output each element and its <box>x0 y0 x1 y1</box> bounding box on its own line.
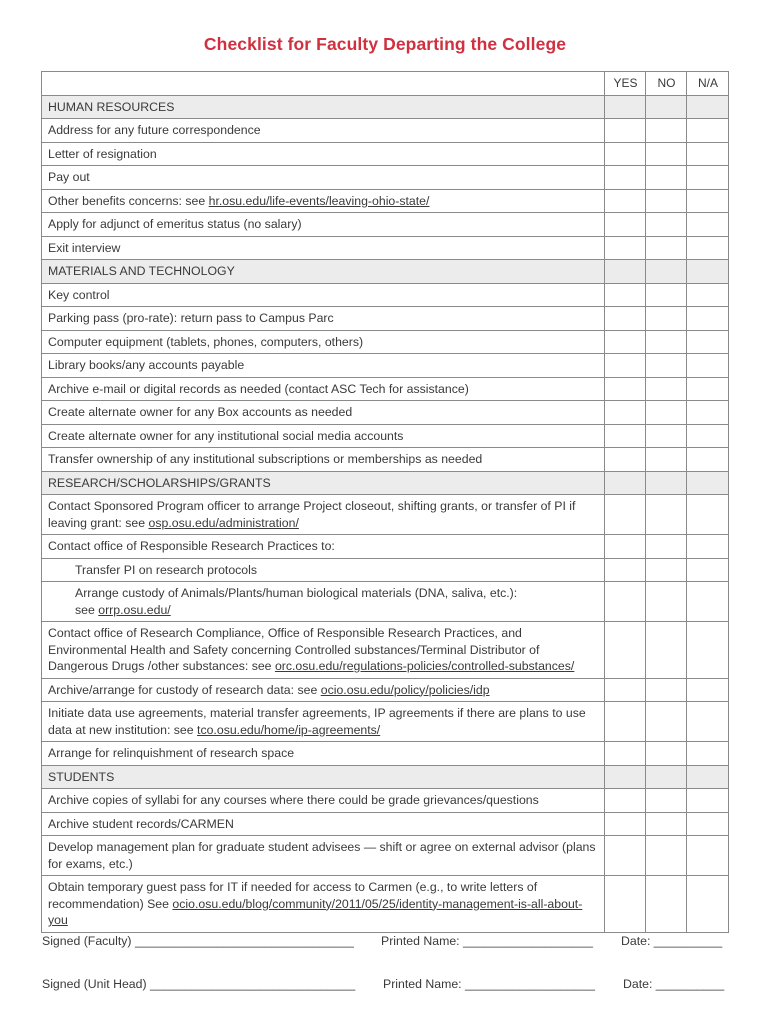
na-cell[interactable] <box>687 307 729 331</box>
item-label <box>42 189 605 213</box>
yes-cell[interactable] <box>605 307 646 331</box>
orc-link[interactable]: orc.osu.edu/regulations-policies/controlled-substances/ <box>274 659 575 673</box>
na-cell[interactable] <box>687 836 729 876</box>
item-label: Archive copies of syllabi for any courses where there could be grade grievances/questions <box>42 789 605 813</box>
table-row <box>42 401 729 425</box>
no-cell[interactable] <box>646 495 687 535</box>
yes-cell[interactable] <box>605 678 646 702</box>
no-cell[interactable] <box>646 742 687 766</box>
table-row <box>42 622 729 679</box>
header-blank <box>42 72 605 96</box>
no-cell[interactable] <box>646 236 687 260</box>
na-cell[interactable] <box>687 95 729 119</box>
na-cell[interactable] <box>687 582 729 622</box>
item-label: Exit interview <box>42 236 605 260</box>
table-row <box>42 142 729 166</box>
table-row <box>42 495 729 535</box>
tco-link[interactable]: tco.osu.edu/home/ip-agreements/ <box>197 722 381 737</box>
faculty-printed-name[interactable]: Printed Name: ___________________ <box>381 934 593 948</box>
na-cell[interactable] <box>687 471 729 495</box>
item-label <box>42 702 605 742</box>
item-label: Address for any future correspondence <box>42 119 605 143</box>
na-cell[interactable] <box>687 424 729 448</box>
table-row <box>42 377 729 401</box>
table-row <box>42 448 729 472</box>
table-row <box>42 836 729 876</box>
table-row <box>42 678 729 702</box>
col-no: NO <box>646 72 687 96</box>
no-cell[interactable] <box>646 119 687 143</box>
section-title: HUMAN RESOURCES <box>42 95 605 119</box>
table-row <box>42 812 729 836</box>
yes-cell[interactable] <box>605 702 646 742</box>
item-label: Arrange for relinquishment of research space <box>42 742 605 766</box>
item-text: Initiate data use agreements, material transfer agreements, IP agreements if there are plans to use data at new institution: see <box>48 706 586 737</box>
no-cell[interactable] <box>646 765 687 789</box>
table-row <box>42 582 729 622</box>
na-cell[interactable] <box>687 495 729 535</box>
no-cell[interactable] <box>646 330 687 354</box>
table-row <box>42 119 729 143</box>
no-cell[interactable] <box>646 582 687 622</box>
table-row <box>42 876 729 933</box>
no-cell[interactable] <box>646 471 687 495</box>
table-row <box>42 535 729 559</box>
na-cell[interactable] <box>687 789 729 813</box>
osp-link[interactable]: osp.osu.edu/administration/ <box>148 515 299 530</box>
no-cell[interactable] <box>646 377 687 401</box>
yes-cell[interactable] <box>605 142 646 166</box>
section-header-hr <box>42 95 729 119</box>
orrp-link[interactable]: orrp.osu.edu/ <box>98 602 171 617</box>
no-cell[interactable] <box>646 836 687 876</box>
item-label <box>42 582 605 622</box>
unit-head-printed-name[interactable]: Printed Name: ___________________ <box>383 977 595 991</box>
no-cell[interactable] <box>646 622 687 679</box>
item-label: Transfer ownership of any institutional subscriptions or memberships as needed <box>42 448 605 472</box>
yes-cell[interactable] <box>605 424 646 448</box>
na-cell[interactable] <box>687 742 729 766</box>
faculty-date[interactable]: Date: __________ <box>621 934 723 948</box>
table-row <box>42 424 729 448</box>
na-cell[interactable] <box>687 558 729 582</box>
na-cell[interactable] <box>687 401 729 425</box>
na-cell[interactable] <box>687 260 729 284</box>
na-cell[interactable] <box>687 535 729 559</box>
yes-cell[interactable] <box>605 765 646 789</box>
section-title: MATERIALS AND TECHNOLOGY <box>42 260 605 284</box>
item-label: Parking pass (pro-rate): return pass to Campus Parc <box>42 307 605 331</box>
item-label: Library books/any accounts payable <box>42 354 605 378</box>
item-label: Key control <box>42 283 605 307</box>
faculty-signed[interactable]: Signed (Faculty) ________________________________ <box>42 934 354 948</box>
na-cell[interactable] <box>687 377 729 401</box>
na-cell[interactable] <box>687 330 729 354</box>
item-label: Pay out <box>42 166 605 190</box>
yes-cell[interactable] <box>605 260 646 284</box>
item-label <box>42 876 605 933</box>
yes-cell[interactable] <box>605 789 646 813</box>
na-cell[interactable] <box>687 142 729 166</box>
yes-cell[interactable] <box>605 236 646 260</box>
table-row <box>42 166 729 190</box>
no-cell[interactable] <box>646 213 687 237</box>
no-cell[interactable] <box>646 260 687 284</box>
yes-cell[interactable] <box>605 354 646 378</box>
na-cell[interactable] <box>687 213 729 237</box>
yes-cell[interactable] <box>605 535 646 559</box>
table-row <box>42 213 729 237</box>
item-label: Letter of resignation <box>42 142 605 166</box>
table-row <box>42 330 729 354</box>
item-text: Contact office of Research Compliance, Office of Responsible Research Practices, and Environmental Health and Safety concerning Controlled substances/Terminal Distributor of Dangerous Drugs /other substances: see <box>48 626 540 673</box>
no-cell[interactable] <box>646 558 687 582</box>
na-cell[interactable] <box>687 354 729 378</box>
na-cell[interactable] <box>687 283 729 307</box>
item-label: Archive e-mail or digital records as needed (contact ASC Tech for assistance) <box>42 377 605 401</box>
yes-cell[interactable] <box>605 283 646 307</box>
na-cell[interactable] <box>687 448 729 472</box>
table-row <box>42 236 729 260</box>
page-title: Checklist for Faculty Departing the College <box>203 34 567 54</box>
yes-cell[interactable] <box>605 471 646 495</box>
unit-head-signed[interactable]: Signed (Unit Head) ______________________________ <box>42 977 356 991</box>
no-cell[interactable] <box>646 424 687 448</box>
item-label: Create alternate owner for any Box accounts as needed <box>42 401 605 425</box>
yes-cell[interactable] <box>605 189 646 213</box>
item-label: Apply for adjunct of emeritus status (no salary) <box>42 213 605 237</box>
na-cell[interactable] <box>687 166 729 190</box>
item-label: Computer equipment (tablets, phones, computers, others) <box>42 330 605 354</box>
yes-cell[interactable] <box>605 401 646 425</box>
item-text: Contact Sponsored Program officer to arrange Project closeout, shifting grants, or transfer of PI if leaving grant: see <box>48 499 576 530</box>
item-text: Other benefits concerns: see <box>48 193 209 208</box>
na-cell[interactable] <box>687 622 729 679</box>
na-cell[interactable] <box>687 119 729 143</box>
na-cell[interactable] <box>687 236 729 260</box>
yes-cell[interactable] <box>605 812 646 836</box>
no-cell[interactable] <box>646 812 687 836</box>
no-cell[interactable] <box>646 166 687 190</box>
table-row <box>42 789 729 813</box>
yes-cell[interactable] <box>605 622 646 679</box>
no-cell[interactable] <box>646 448 687 472</box>
na-cell[interactable] <box>687 702 729 742</box>
item-label: Develop management plan for graduate student advisees — shift or agree on external advisor (plans for exams, etc.) <box>42 836 605 876</box>
section-header-materials <box>42 260 729 284</box>
item-text: Archive/arrange for custody of research data: see <box>48 682 321 697</box>
na-cell[interactable] <box>687 765 729 789</box>
item-text: Obtain temporary guest pass for IT if needed for access to Carmen (e.g., to write letters of recommendation) See <box>48 880 538 911</box>
col-na: N/A <box>687 72 729 96</box>
yes-cell[interactable] <box>605 119 646 143</box>
yes-cell[interactable] <box>605 377 646 401</box>
yes-cell[interactable] <box>605 448 646 472</box>
item-label: Archive student records/CARMEN <box>42 812 605 836</box>
col-yes: YES <box>605 72 646 96</box>
table-row <box>42 702 729 742</box>
no-cell[interactable] <box>646 95 687 119</box>
yes-cell[interactable] <box>605 742 646 766</box>
no-cell[interactable] <box>646 678 687 702</box>
table-row <box>42 307 729 331</box>
item-text: see <box>75 602 99 617</box>
no-cell[interactable] <box>646 307 687 331</box>
yes-cell[interactable] <box>605 166 646 190</box>
no-cell[interactable] <box>646 354 687 378</box>
no-cell[interactable] <box>646 283 687 307</box>
no-cell[interactable] <box>646 702 687 742</box>
item-label: Transfer PI on research protocols <box>42 558 605 582</box>
na-cell[interactable] <box>687 189 729 213</box>
unit-head-date[interactable]: Date: __________ <box>623 977 725 991</box>
item-text: Arrange custody of Animals/Plants/human biological materials (DNA, saliva, etc.): <box>75 586 518 600</box>
no-cell[interactable] <box>646 401 687 425</box>
yes-cell[interactable] <box>605 213 646 237</box>
no-cell[interactable] <box>646 876 687 933</box>
section-title: STUDENTS <box>42 765 605 789</box>
yes-cell[interactable] <box>605 495 646 535</box>
yes-cell[interactable] <box>605 330 646 354</box>
section-header-research <box>42 471 729 495</box>
na-cell[interactable] <box>687 812 729 836</box>
hr-link[interactable]: hr.osu.edu/life-events/leaving-ohio-state/ <box>208 193 430 208</box>
item-label: Create alternate owner for any institutional social media accounts <box>42 424 605 448</box>
header-row <box>42 72 729 96</box>
no-cell[interactable] <box>646 189 687 213</box>
table-row <box>42 742 729 766</box>
table-row <box>42 189 729 213</box>
table-row <box>42 558 729 582</box>
item-label <box>42 622 605 679</box>
ocio-blog-link[interactable]: ocio.osu.edu/blog/community/2011/05/25/identity-management-is-all-about-you <box>48 896 583 927</box>
na-cell[interactable] <box>687 678 729 702</box>
yes-cell[interactable] <box>605 836 646 876</box>
table-row <box>42 283 729 307</box>
no-cell[interactable] <box>646 142 687 166</box>
yes-cell[interactable] <box>605 876 646 933</box>
item-label: Contact office of Responsible Research Practices to: <box>42 535 605 559</box>
yes-cell[interactable] <box>605 558 646 582</box>
item-label <box>42 495 605 535</box>
no-cell[interactable] <box>646 535 687 559</box>
no-cell[interactable] <box>646 789 687 813</box>
checklist-table <box>41 71 729 933</box>
item-label <box>42 678 605 702</box>
section-title: RESEARCH/SCHOLARSHIPS/GRANTS <box>42 471 605 495</box>
section-header-students <box>42 765 729 789</box>
ocio-idp-link[interactable]: ocio.osu.edu/policy/policies/idp <box>320 682 490 697</box>
na-cell[interactable] <box>687 876 729 933</box>
yes-cell[interactable] <box>605 95 646 119</box>
yes-cell[interactable] <box>605 582 646 622</box>
table-row <box>42 354 729 378</box>
